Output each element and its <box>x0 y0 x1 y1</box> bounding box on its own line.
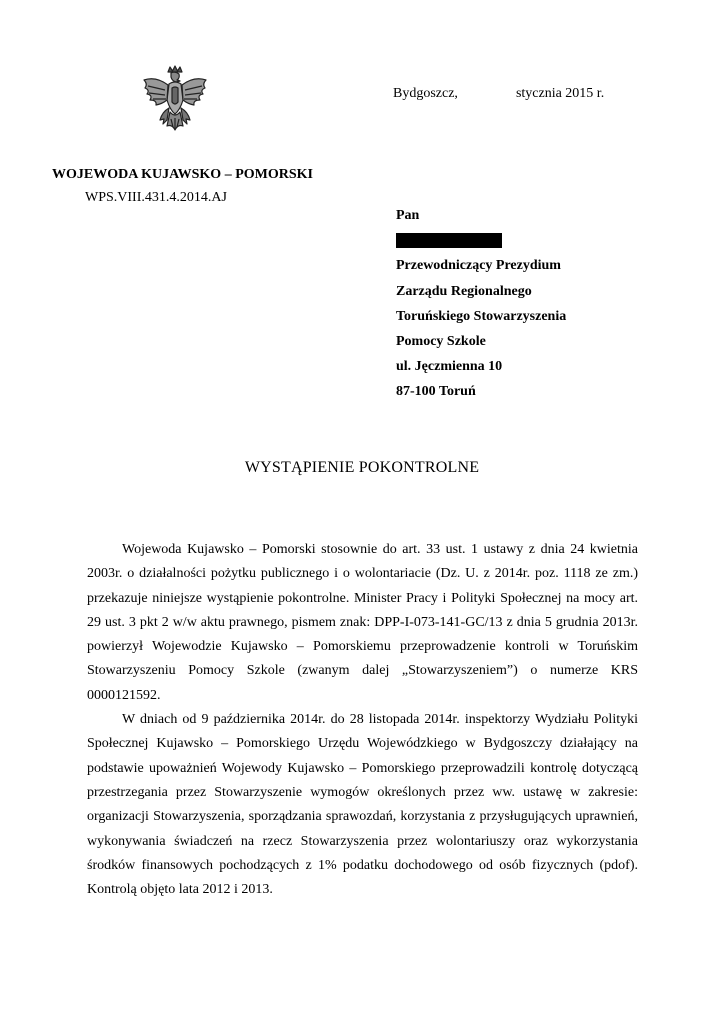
recipient-line: Toruńskiego Stowarzyszenia <box>396 308 567 324</box>
recipient-salutation: Pan <box>396 208 420 223</box>
recipient-line: ul. Jęczmienna 10 <box>396 359 503 375</box>
letter-place: Bydgoszcz, <box>393 86 458 101</box>
document-title: WYSTĄPIENIE POKONTROLNE <box>244 459 480 476</box>
recipient-line: Przewodniczący Prezydium <box>396 258 561 274</box>
letter-date: stycznia 2015 r. <box>515 86 605 101</box>
body-paragraph: W dniach od 9 października 2014r. do 28 listopada 2014r. inspektorzy Wydziału Polityki Społecznej Kujawsko – Pomorskiego Urzędu Wojewódzkiego w Bydgoszczy działający na podstawie upoważnień Wojewody Kujawsko – Pomorskiego przeprowadzili kontrolę dotyczącą przestrzegania przez Stowarzyszenie wymogów określonych przez ww. ustawę w zakresie: organizacji Stowarzyszenia, sporządzania sprawozdań, korzystania z przysługujących uprawnień, wykonywania świadczeń na rzecz Stowarzyszenia przez wolontariuszy oraz wykorzystania środków finansowych pochodzących z 1% podatku dochodowego od osób fizycznych (pdof). Kontrolą objęto lata 2012 i 2013. <box>87 712 638 898</box>
issuing-authority: WOJEWODA KUJAWSKO – POMORSKI <box>52 167 313 182</box>
place-and-date <box>393 86 693 102</box>
recipient-line: 87-100 Toruń <box>396 384 476 400</box>
case-reference: WPS.VIII.431.4.2014.AJ <box>85 190 227 205</box>
recipient-line: Pomocy Szkole <box>396 333 486 349</box>
redacted-name <box>396 232 696 257</box>
document-body <box>87 538 638 902</box>
polish-eagle-emblem-icon <box>138 64 212 144</box>
body-paragraph: Wojewoda Kujawsko – Pomorski stosownie do art. 33 ust. 1 ustawy z dnia 24 kwietnia 2003r. o działalności pożytku publicznego i o wolontariacie (Dz. U. z 2014r. poz. 1118 ze zm.) przekazuje niniejsze wystąpienie pokontrolne. Minister Pracy i Polityki Społecznej na mocy art. 29 ust. 3 pkt 2 w/w aktu prawnego, pismem znak: DPP-I-073-141-GC/13 z dnia 5 grudnia 2013r. powierzył Wojewodzie Kujawsko – Pomorskiemu przeprowadzenie kontroli w Toruńskim Stowarzyszeniu Pomocy Szkole (zwanym dalej „Stowarzyszeniem”) o numerze KRS 0000121592. <box>87 542 638 703</box>
recipient-address-block <box>396 207 696 409</box>
recipient-line: Zarządu Regionalnego <box>396 283 532 299</box>
